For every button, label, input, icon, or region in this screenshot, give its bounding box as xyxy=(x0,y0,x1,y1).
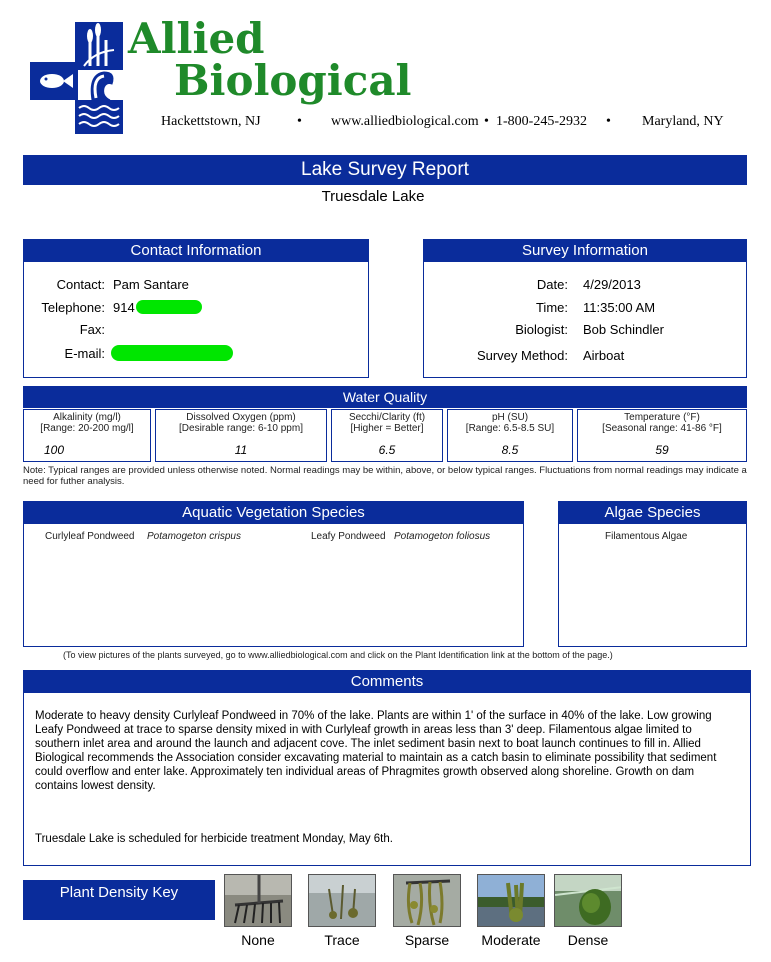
density-moderate-image xyxy=(477,874,545,927)
water-quality-panel xyxy=(23,386,747,408)
wq-metric-range: [Higher = Better] xyxy=(350,423,424,434)
wq-metric-name: pH (SU) xyxy=(491,412,529,423)
vegetation-panel xyxy=(23,501,524,647)
density-key-title: Plant Density Key xyxy=(23,880,215,920)
date-value: 4/29/2013 xyxy=(583,277,641,292)
logo-mark-icon xyxy=(30,22,130,134)
redaction-mark xyxy=(136,300,202,314)
wq-ph xyxy=(447,409,573,462)
wq-metric-name: Secchi/Clarity (ft) xyxy=(348,412,426,423)
algae-title: Algae Species xyxy=(559,502,746,524)
header-separator: • xyxy=(297,114,302,129)
wq-metric-value: 8.5 xyxy=(501,443,519,457)
biologist-value: Bob Schindler xyxy=(583,322,664,337)
vegetation-species-common: Leafy Pondweed xyxy=(311,531,386,542)
telephone-label: Telephone: xyxy=(41,300,105,315)
density-label-dense: Dense xyxy=(567,932,609,948)
redaction-mark xyxy=(111,345,233,361)
survey-method-label: Survey Method: xyxy=(476,348,568,363)
header-website-link[interactable]: www.alliedbiological.com xyxy=(331,114,479,129)
pictures-note: (To view pictures of the plants surveyed, go to www.alliedbiological.com and click on the Plant Identification link at the bottom of the page.) xyxy=(63,650,613,660)
wq-metric-name: Temperature (°F) xyxy=(624,412,700,423)
wq-alkalinity xyxy=(23,409,151,462)
fax-label: Fax: xyxy=(79,322,105,337)
wq-metric-name: Alkalinity (mg/l) xyxy=(53,412,121,423)
comments-title: Comments xyxy=(24,671,750,693)
density-trace-image xyxy=(308,874,376,927)
density-dense-image xyxy=(554,874,622,927)
density-sparse-image xyxy=(393,874,461,927)
wq-metric-value: 100 xyxy=(44,443,65,457)
header-separator: • xyxy=(606,114,611,129)
wq-metric-range: [Range: 20-200 mg/l] xyxy=(40,423,134,434)
header-location-ny: Maryland, NY xyxy=(642,114,724,129)
survey-info-title: Survey Information xyxy=(424,240,746,262)
wq-metric-value: 6.5 xyxy=(378,443,396,457)
vegetation-species-latin: Potamogeton foliosus xyxy=(394,531,491,542)
wq-metric-range: [Range: 6.5-8.5 SU] xyxy=(465,423,555,434)
header-phone: 1-800-245-2932 xyxy=(496,114,587,129)
wq-metric-value: 59 xyxy=(655,443,669,457)
telephone-value: 914 xyxy=(113,300,135,315)
date-label: Date: xyxy=(536,277,568,292)
algae-species: Filamentous Algae xyxy=(605,531,688,542)
density-label-moderate: Moderate xyxy=(481,932,541,948)
comments-paragraph: Moderate to heavy density Curlyleaf Pondweed in 70% of the lake. Plants are within 1' of the surface in 40% of the lake. Low growing Leafy Pondweed at trace to sparse density mixed in with Curlyleaf growth in areas less than 3' deep. Filamentous algae limited to southern inlet area and around the launch and adjacent cove. The inlet sediment basin next to boat launch continues to fill in. Allied Biological recommends the Association consider excavating material to maintain as a catch basin to eliminate possibility that sediment could overflow and enter lake. Approximately ten individual areas of Phragmites growth observed along shoreline. Growth on dam contains lowest density. xyxy=(35,710,717,792)
report-title: Lake Survey Report xyxy=(23,155,747,185)
email-label: E-mail: xyxy=(64,346,105,361)
time-value: 11:35:00 AM xyxy=(583,300,656,315)
survey-method-value: Airboat xyxy=(583,348,625,363)
header-separator: • xyxy=(484,114,489,129)
wq-dissolved-oxygen xyxy=(155,409,327,462)
biologist-label: Biologist: xyxy=(515,322,568,337)
density-none-image xyxy=(224,874,292,927)
contact-value: Pam Santare xyxy=(113,277,189,292)
contact-info-title: Contact Information xyxy=(24,240,368,262)
water-quality-title: Water Quality xyxy=(24,387,746,407)
contact-label: Contact: xyxy=(56,277,105,292)
wq-metric-value: 11 xyxy=(234,443,248,457)
logo-text-biological: Biological xyxy=(174,56,412,105)
vegetation-species-common: Curlyleaf Pondweed xyxy=(45,531,135,542)
header-location-nj: Hackettstown, NJ xyxy=(161,114,261,129)
density-label-trace: Trace xyxy=(324,932,360,948)
water-quality-note: Note: Typical ranges are provided unless otherwise noted. Normal readings may be within, above, or below typical ranges. Fluctuations from normal readings may indicate a need for futher analysis. xyxy=(23,465,747,487)
wq-secchi xyxy=(331,409,443,462)
vegetation-title: Aquatic Vegetation Species xyxy=(24,502,523,524)
wq-metric-range: [Desirable range: 6-10 ppm] xyxy=(179,423,303,434)
density-label-none: None xyxy=(241,932,275,948)
logo-text-allied: Allied xyxy=(128,14,265,63)
density-label-sparse: Sparse xyxy=(404,932,450,948)
comments-treatment-note: Truesdale Lake is scheduled for herbicide treatment Monday, May 6th. xyxy=(35,833,393,845)
wq-metric-range: [Seasonal range: 41-86 °F] xyxy=(602,423,722,434)
algae-panel xyxy=(558,501,747,647)
logo xyxy=(30,22,130,134)
wq-metric-name: Dissolved Oxygen (ppm) xyxy=(186,412,296,423)
vegetation-species-latin: Potamogeton crispus xyxy=(147,531,241,542)
time-label: Time: xyxy=(535,300,568,315)
wq-temperature xyxy=(577,409,747,462)
lake-name: Truesdale Lake xyxy=(321,188,425,205)
